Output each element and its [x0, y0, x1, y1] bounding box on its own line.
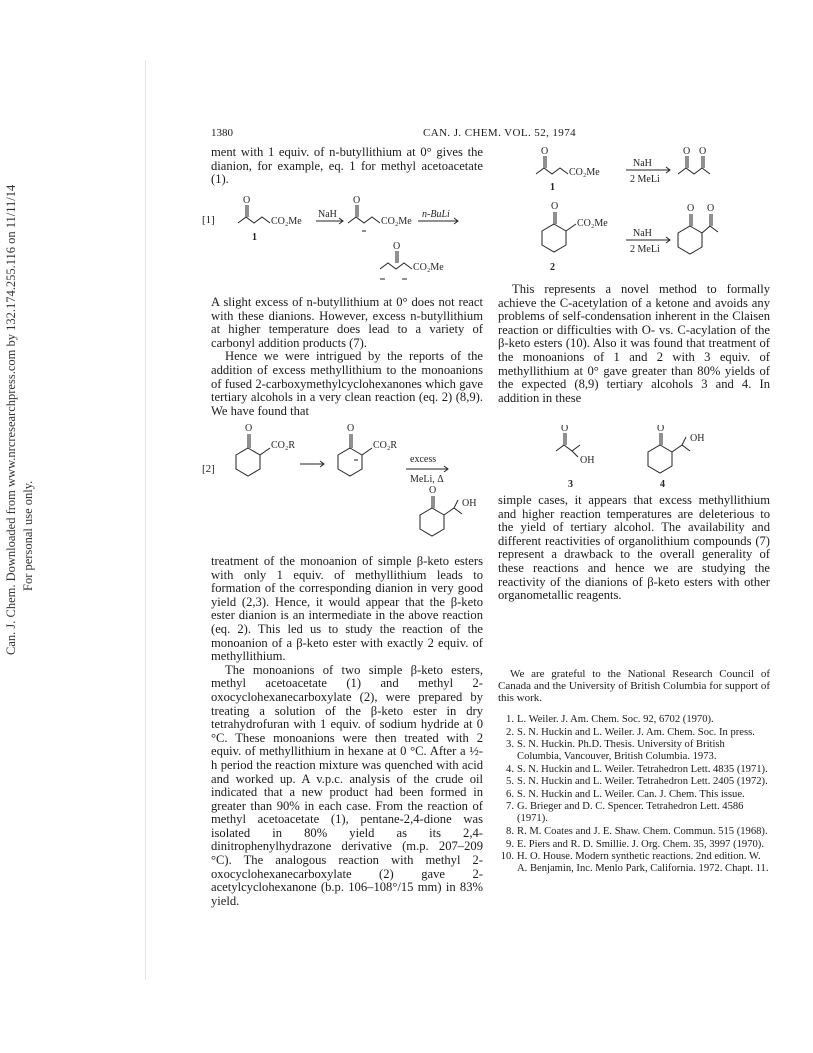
rs-meli-2: 2 MeLi — [630, 244, 660, 255]
paragraph-dianion: treatment of the monoanion of simple β-keto esters with only 1 equiv. of methyllithium leads to formation of the corresponding dianion in very good yield (2,3). Hence, it would appear that the β-keto ester dianion is an intermediate in the above reaction (eq. 2). This led us to study the reaction of the monoanion of a β-keto ester with exactly 2 equiv. of methyllithium. — [211, 554, 483, 664]
eq2-co2r-1: CO₂R — [271, 440, 296, 451]
rs-o-1: O — [541, 146, 549, 157]
reference-item: 7. G. Brieger and D. C. Spencer. Tetrahedron Lett. 4586 (1971). — [506, 801, 744, 825]
paragraph-simple-cases: simple cases, it appears that excess methyllithium and higher reaction temperatures are deleterious to the yield of tertiary alcohol. The availability and different reactivities of organolithium compounds (7) represent a drawback to the overall generality of these reactions and hence we are studying the reactivity of the dianions of β-keto esters with other organometallic reagents. — [498, 493, 770, 603]
eq1-label: [1] — [202, 214, 215, 226]
compound-4-label: 4 — [660, 479, 665, 490]
equation-1-scheme — [200, 193, 490, 285]
paragraph-novel-method: This represents a novel method to formally achieve the C-acetylation of a ketone and avoids any problems of self-condensation inherent in the Claisen reaction or difficulties with O- vs. C-acylation of the β-keto esters (10). Also it was found that treatment of the monoanions of 1 and 2 with 3 equiv. of methyllithium at 0° gave greater than 80% yields of the expected (8,9) tertiary alcohols 3 and 4. In addition in these — [498, 282, 770, 405]
rs-o-4: O — [551, 201, 559, 212]
reference-list — [498, 714, 770, 876]
eq2-label: [2] — [202, 463, 215, 475]
reference-item: 3. S. N. Huckin. Ph.D. Thesis. University of British Columbia, Vancouver, British Columbia. 1973. — [506, 739, 725, 763]
eq1-nah: NaH — [318, 209, 337, 220]
compounds-3-4-scheme — [540, 425, 740, 493]
acknowledgement: We are grateful to the National Research Council of Canada and the University of British Columbia for support of this work. — [498, 668, 770, 705]
eq1-o-1: O — [243, 195, 251, 206]
rs-nah-1: NaH — [633, 158, 652, 169]
right-col-block-1 — [498, 283, 770, 405]
reference-item: 2. S. N. Huckin and L. Weiler. J. Am. Chem. Soc. In press. — [506, 726, 755, 738]
compound-1-label: 1 — [252, 232, 257, 243]
rs-o-3: O — [699, 146, 707, 157]
eq1-o-3: O — [393, 241, 401, 252]
eq1-o-2: O — [353, 195, 361, 206]
rs-co2me-1: CO₂Me — [569, 167, 600, 178]
rs-nah-2: NaH — [633, 228, 652, 239]
eq2-co2r-2: CO₂R — [373, 440, 398, 451]
c4-oh: OH — [690, 433, 705, 444]
rs-meli-1: 2 MeLi — [630, 174, 660, 185]
rs-compound-2: 2 — [550, 262, 555, 273]
eq1-co2me-1: CO₂Me — [271, 216, 302, 227]
right-scheme-top — [530, 146, 770, 276]
rs-o-2: O — [683, 146, 691, 157]
c3-oh: OH — [580, 455, 595, 466]
watermark-line-2: For personal use only. — [21, 480, 35, 591]
paragraph-butyllithium: A slight excess of n-butyllithium at 0° does not react with these dianions. However, excess n-butyllithium at higher temperature does lead to a variety of carbonyl addition products (7). — [211, 295, 483, 350]
right-col-block-2 — [498, 494, 770, 603]
eq1-co2me-2: CO₂Me — [381, 216, 412, 227]
eq1-co2me-3: CO₂Me — [413, 262, 444, 273]
running-head — [211, 127, 769, 141]
rs-compound-1: 1 — [550, 182, 555, 193]
left-col-block-3 — [211, 555, 483, 908]
compound-3-label: 3 — [568, 479, 573, 490]
rs-co2me-2: CO₂Me — [577, 218, 608, 229]
reference-item: 10. H. O. House. Modern synthetic reactions. 2nd edition. W. A. Benjamin, Inc. Menlo Park, California. 1972. Chapt. 11. — [500, 851, 769, 875]
paragraph-intro: ment with 1 equiv. of n-butyllithium at 0° gives the dianion, for example, eq. 1 for methyl acetoacetate (1). — [211, 145, 483, 187]
reference-item: 5. S. N. Huckin and L. Weiler. Tetrahedron Lett. 2405 (1972). — [506, 776, 768, 788]
page-gutter-line — [145, 60, 146, 980]
eq2-o-2: O — [347, 423, 355, 434]
download-watermark — [2, 184, 52, 655]
reference-item: 8. R. M. Coates and J. E. Shaw. Chem. Commun. 515 (1968). — [506, 825, 768, 837]
journal-citation: CAN. J. CHEM. VOL. 52, 1974 — [423, 127, 576, 139]
watermark-line-1: Can. J. Chem. Downloaded from www.nrcresearchpress.com by 132.174.255.116 on 11/11/14 — [4, 184, 18, 655]
paragraph-monoanions: The monoanions of two simple β-keto esters, methyl acetoacetate (1) and methyl 2-oxocyclohexanecarboxylate (2), were prepared by treating a solution of the β-keto ester in dry tetrahydrofuran with 1 equiv. of sodium hydride at 0 °C. These monoanions were then treated with 2 equiv. of methyllithium in hexane at 0 °C. After a ½-h period the reaction mixture was quenched with acid and worked up. A v.p.c. analysis of the crude oil indicated that a new product had been formed in greater than 90% in each case. From the reaction of methyl acetoacetate (1), pentane-2,4-dione was isolated in 80% yield as its 2,4-dinitrophenylhydrazone derivative (m.p. 207–209 °C). The analogous reaction with methyl 2-oxocyclohexanecarboxylate (2) gave 2-acetylcyclohexanone (b.p. 106–108°/15 mm) in 83% yield. — [211, 662, 483, 908]
paragraph-methyllithium-intro: Hence we were intrigued by the reports of the addition of excess methyllithium to the monoanions of fused 2-carboxymethylcyclohexanones which gave tertiary alcohols in a very clean reaction (eq. 2) (8,9). We have found that — [211, 349, 483, 418]
rs-o-5: O — [687, 203, 695, 214]
c4-o: O — [657, 425, 665, 434]
eq1-buli: n-BuLi — [422, 209, 450, 220]
reference-item: 4. S. N. Huckin and L. Weiler. Tetrahedron Lett. 4835 (1971). — [506, 763, 768, 775]
reference-item: 9. E. Piers and R. D. Smillie. J. Org. Chem. 35, 3997 (1970). — [506, 838, 764, 850]
eq2-o-3: O — [429, 485, 437, 496]
c3-o: O — [561, 425, 569, 434]
eq2-oh: OH — [462, 498, 477, 509]
eq2-o-1: O — [245, 423, 253, 434]
reference-item: 1. L. Weiler. J. Am. Chem. Soc. 92, 6702 (1970). — [506, 714, 714, 725]
rs-o-6: O — [707, 203, 715, 214]
reference-item: 6. S. N. Huckin and L. Weiler. Can. J. Chem. This issue. — [506, 788, 745, 800]
equation-2-scheme — [200, 412, 490, 542]
eq2-excess: excess — [410, 454, 437, 465]
left-col-block-2 — [211, 296, 483, 418]
page-number: 1380 — [211, 127, 233, 139]
eq2-meli-delta: MeLi, Δ — [410, 474, 444, 485]
left-col-block-1 — [211, 146, 483, 187]
